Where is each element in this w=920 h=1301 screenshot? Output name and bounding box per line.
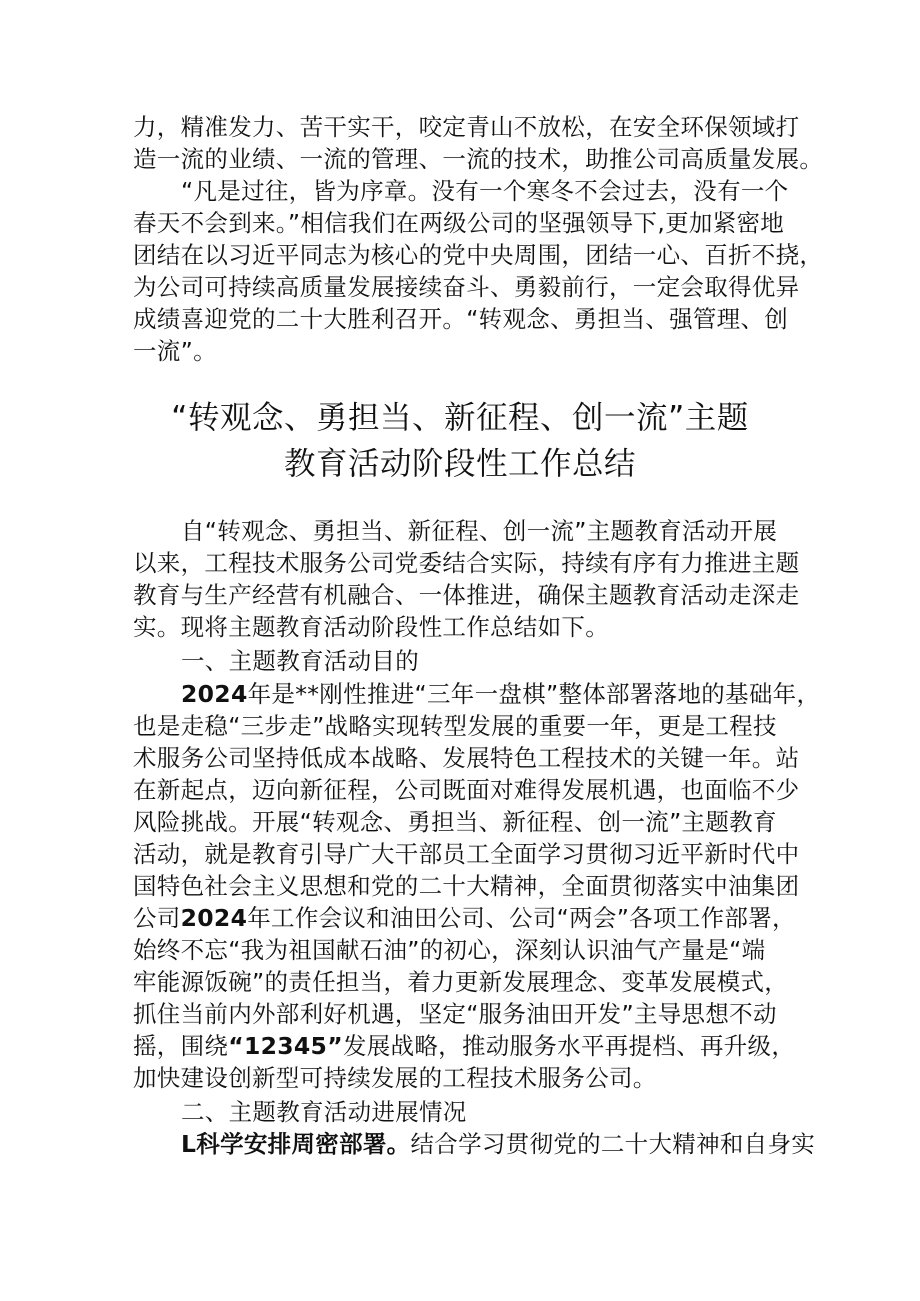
body-line: 牢能源饭碗”的责任担当，着力更新发展理念、变革发展模式，: [133, 968, 789, 996]
body-line: 加快建设创新型可持续发展的工程技术服务公司。: [133, 1064, 657, 1092]
body-line: 摇，围绕“12345”发展战略，推动服务水平再提档、再升级，: [133, 1032, 796, 1060]
body-line: 在新起点，迈向新征程，公司既面对难得发展机遇，也面临不少: [133, 776, 800, 804]
body-line: 术服务公司坚持低成本战略、发展特色工程技术的关键一年。站: [133, 744, 800, 772]
body-line: 也是走稳“三步走”战略实现转型发展的重要一年，更是工程技: [133, 712, 777, 740]
body-line: 以来，工程技术服务公司党委结合实际，持续有序有力推进主题: [133, 549, 800, 577]
body-line: 国特色社会主义思想和党的二十大精神，全面贯彻落实中油集团: [133, 872, 800, 900]
intro-line: 为公司可持续高质量发展接续奋斗、勇毅前行，一定会取得优异: [133, 273, 800, 301]
document-title: 教育活动阶段性工作总结: [283, 446, 636, 482]
intro-line: “凡是过往，皆为序章。没有一个寒冬不会过去，没有一个: [181, 177, 789, 205]
body-line: 始终不忘“我为祖国献石油”的初心，深刻认识油气产量是“端: [133, 936, 766, 964]
intro-line: 一流”。: [133, 337, 217, 365]
intro-line: 春天不会到来。”相信我们在两级公司的坚强领导下,更加紧密地: [133, 209, 785, 237]
bold-lead: L科学安排周密部署。: [181, 1130, 411, 1158]
body-line: 活动，就是教育引导广大干部员工全面学习贯彻习近平新时代中: [133, 840, 800, 868]
body-line: 2024年是**刚性推进“三年一盘棋”整体部署落地的基础年，: [181, 680, 821, 708]
intro-line: 造一流的业绩、一流的管理、一流的技术，助推公司高质量发展。: [133, 145, 824, 173]
body-line: L科学安排周密部署。结合学习贯彻党的二十大精神和自身实: [181, 1130, 816, 1158]
body-line: 风险挑战。开展“转观念、勇担当、新征程、创一流”主题教育: [133, 808, 777, 836]
body-line: 教育与生产经营有机融合、一体推进，确保主题教育活动走深走: [133, 581, 800, 609]
body-line: 自“转观念、勇担当、新征程、创一流”主题教育活动开展: [181, 517, 778, 545]
document-title: “转观念、勇担当、新征程、创一流”主题: [171, 400, 749, 436]
body-line: 实。现将主题教育活动阶段性工作总结如下。: [133, 613, 609, 641]
body-line: 公司2024年工作会议和油田公司、公司“两会”各项工作部署，: [133, 904, 796, 932]
intro-line: 团结在以习近平同志为核心的党中央周围，团结一心、百折不挠，: [133, 241, 824, 269]
section-heading: 一、主题教育活动目的: [181, 647, 419, 675]
bold-strategy: “12345”: [228, 1032, 343, 1060]
intro-line: 力，精准发力、苦干实干，咬定青山不放松，在安全环保领域打: [133, 113, 800, 141]
intro-line: 成绩喜迎党的二十大胜利召开。“转观念、勇担当、强管理、创: [133, 305, 789, 333]
section-heading: 二、主题教育活动进展情况: [181, 1098, 467, 1126]
body-line: 抓住当前内外部利好机遇，坚定“服务油田开发”主导思想不动: [133, 1000, 777, 1028]
bold-year: 2024: [181, 680, 248, 708]
bold-year: 2024: [180, 904, 248, 932]
